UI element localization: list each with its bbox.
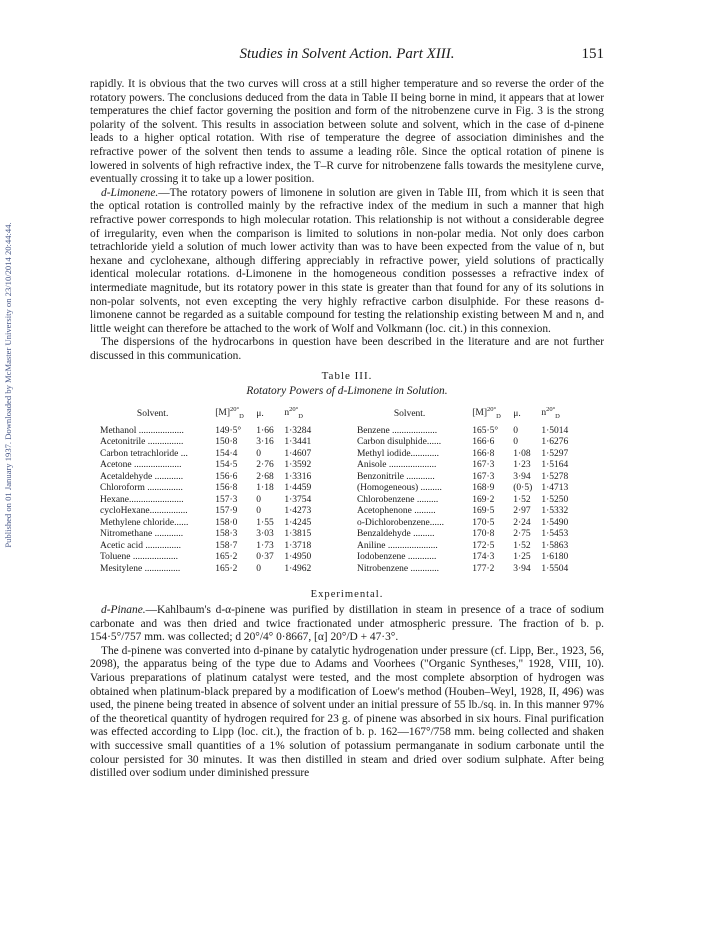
cell-right-m: 177·2 — [472, 563, 495, 574]
cell-left-n: 1·4273 — [284, 506, 312, 517]
limonene-paragraph-text: —The rotatory powers of limonene in solution are given in Table III, from which it is seen that the optical rotation is controlled mainly by the refractive index of the medium in such a manner that high refractive power corresponds to high molecular rotation. This relationship is not without a considerable degree of irregularity, even when the comparison is limited to solutions in non-polar media. Not only does carbon tetrachloride yield a solution of much lower activity than was to have been expected from the value of n, but hexane and cyclohexane, although differing appreciably in refractive power, yield solutions of practically identical molecular rotations. d-Limonene in the homogeneous condition possesses a refractive index of intermediate magnitude, but its rotatory power in this state is greater than that found for any of its solutions in non-polar solvents, not even excepting the very highly refractive carbon disulphide. For these reasons d-limonene cannot be regarded as a suitable compound for testing the relationship existing between M and n, and little weight can therefore be attached to the work of Wolf and Volkmann (loc. cit.) in this connexion. — [90, 186, 604, 335]
cell-left-mu: 0 — [256, 506, 262, 517]
table-row — [90, 541, 604, 553]
cell-right-m: 166·6 — [472, 437, 495, 448]
cell-right-solvent: Iodobenzene ............ — [356, 552, 437, 563]
cell-right-solvent: Benzaldehyde ......... — [356, 529, 435, 540]
download-notice — [2, 150, 14, 620]
cell-right-mu: 1·23 — [513, 460, 531, 471]
cell-left-mu: 0 — [256, 448, 262, 459]
cell-right-n: 1·5453 — [541, 529, 569, 540]
cell-right-mu: 1·25 — [513, 552, 531, 563]
cell-right-m: 170·5 — [472, 517, 495, 528]
pinane-run-in-head: d-Pinane. — [101, 604, 146, 617]
page-number: 151 — [581, 46, 604, 62]
cell-left-n: 1·3815 — [284, 529, 312, 540]
cell-right-m: 167·3 — [472, 471, 495, 482]
cell-right-mu: 1·08 — [513, 448, 531, 459]
col-mu-left: μ. — [256, 408, 264, 419]
table-row — [90, 483, 604, 495]
cell-left-mu: 2·68 — [256, 471, 274, 482]
cell-right-m: 166·8 — [472, 448, 495, 459]
cell-right-m: 168·9 — [472, 483, 495, 494]
cell-left-n: 1·3754 — [284, 494, 312, 505]
cell-right-n: 1·6180 — [541, 552, 569, 563]
cell-right-n: 1·5490 — [541, 517, 569, 528]
cell-right-mu: 3·94 — [513, 563, 531, 574]
paragraph-pinene-discussion: rapidly. It is obvious that the two curves will cross at a still higher temperature and so reverse the order of the rotatory powers. The conclusions deduced from the data in Table II being borne in mind, it appears that at lower temperatures the chief factor governing the position and form of the nitrobenzene curve in Fig. 3 is the strong polarity of the solvent. This results in association between solute and solvent, which in the case of d-pinene leads to a higher optical rotation. With rise of temperature the degree of association diminishes and the refractive power of the solvent then tends to assume a leading rôle. Since the optical rotation of pinene is lowered in solvents of high refractive index, the T–R curve for nitrobenzene falls towards the mesitylene curve, eventually crossing it to take up a lower position. — [90, 78, 604, 186]
cell-left-n: 1·4950 — [284, 552, 312, 563]
cell-right-mu: 2·24 — [513, 517, 531, 528]
table-row — [90, 460, 604, 472]
table-row — [90, 564, 604, 576]
paragraph-dispersions: The dispersions of the hydrocarbons in question have been described in the literature and are not further discussed in this communication. — [90, 336, 604, 362]
cell-right-mu: (0·5) — [513, 483, 533, 494]
cell-right-solvent: Aniline ..................... — [356, 540, 438, 551]
cell-left-m: 156·6 — [215, 471, 238, 482]
cell-left-solvent: Carbon tetrachloride ... — [100, 448, 188, 459]
cell-left-mu: 1·18 — [256, 483, 274, 494]
cell-right-m: 169·2 — [472, 494, 495, 505]
running-title: Studies in Solvent Action. Part XIII. — [239, 46, 455, 62]
table-row — [90, 472, 604, 484]
table-title: Table III. — [321, 370, 373, 383]
cell-left-mu: 2·76 — [256, 460, 274, 471]
cell-right-n: 1·5278 — [541, 471, 569, 482]
cell-right-n: 1·5164 — [541, 460, 569, 471]
table-body — [90, 426, 604, 576]
cell-left-solvent: Methylene chloride...... — [100, 517, 189, 528]
cell-right-m: 165·5° — [472, 425, 499, 436]
cell-left-m: 150·8 — [215, 437, 238, 448]
col-solvent-right: Solvent. — [393, 408, 426, 419]
cell-right-n: 1·5504 — [541, 563, 569, 574]
cell-right-n: 1·4713 — [541, 483, 569, 494]
cell-right-mu: 0 — [513, 437, 518, 448]
cell-right-n: 1·5297 — [541, 448, 569, 459]
paragraph-hydrogenation: The d-pinene was converted into d-pinane by catalytic hydrogenation under pressure (cf. Lipp, Ber., 1923, 56, 2098), the apparatus being of the type due to Adams and Voorhees ("Organic Syntheses," 1928, VIII, 10). Various preparations of platinum catalyst were tested, and the most complete absorption of hydrogen was obtained when platinum-black prepared by a modification of Loew's method (Houben–Weyl, 1928, II, 496) was used, the pinene being treated in absence of solvent under an initial pressure of 55 lb./sq. in. In this manner 97% of the theoretical quantity of hydrogen required for 23 g. of pinene was absorbed in six hours. Final purification was effected according to Lipp (loc. cit.), the fraction of b. p. 162—167°/758 mm. being collected and shaken with successive small quantities of a 1% solution of potassium permanganate in sodium carbonate until the colour persisted for 30 minutes. It was then distilled in steam and dried over sodium sulphate. After being distilled over sodium under diminished pressure — [90, 644, 604, 780]
cell-right-mu: 0 — [513, 425, 518, 436]
cell-right-solvent: (Homogeneous) ......... — [356, 483, 442, 494]
cell-left-mu: 1·66 — [256, 425, 274, 436]
cell-left-n: 1·4962 — [284, 563, 312, 574]
cell-right-solvent: Benzonitrile ............ — [356, 471, 435, 482]
cell-left-n: 1·3284 — [284, 425, 312, 436]
download-notice-text: Published on 01 January 1937. Downloaded by McMaster University on 23/10/2014 20:44:44. — [3, 222, 13, 548]
cell-right-n: 1·5250 — [541, 494, 569, 505]
cell-right-solvent: Nitrobenzene ............ — [356, 563, 440, 574]
cell-left-m: 165·2 — [215, 563, 238, 574]
table-row — [90, 449, 604, 461]
cell-left-m: 158·3 — [215, 529, 238, 540]
col-mu-right: μ. — [513, 408, 521, 419]
table-row — [90, 437, 604, 449]
cell-left-mu: 0 — [256, 494, 262, 505]
cell-right-solvent: o-Dichlorobenzene...... — [356, 517, 445, 528]
cell-right-solvent: Chlorobenzene ......... — [356, 494, 439, 505]
cell-left-n: 1·4607 — [284, 448, 312, 459]
cell-right-solvent: Methyl iodide............ — [356, 448, 440, 459]
cell-right-m: 170·8 — [472, 529, 495, 540]
table-header-row — [90, 404, 604, 425]
cell-right-n: 1·5863 — [541, 540, 569, 551]
cell-right-solvent: Acetophenone ......... — [356, 506, 436, 517]
cell-left-n: 1·3316 — [284, 471, 312, 482]
cell-right-m: 172·5 — [472, 540, 495, 551]
cell-left-solvent: Methanol ................... — [100, 425, 184, 436]
paragraph-pinane-prep — [90, 604, 604, 645]
cell-right-mu: 1·52 — [513, 540, 531, 551]
cell-left-m: 158·0 — [215, 517, 238, 528]
cell-left-m: 154·5 — [215, 460, 238, 471]
table-row — [90, 552, 604, 564]
cell-left-m: 158·7 — [215, 540, 238, 551]
cell-right-n: 1·5332 — [541, 506, 569, 517]
cell-right-m: 167·3 — [472, 460, 495, 471]
cell-left-solvent: cycloHexane................ — [100, 506, 188, 517]
cell-left-n: 1·3592 — [284, 460, 312, 471]
cell-left-solvent: Hexane....................... — [100, 494, 184, 505]
cell-right-mu: 1·52 — [513, 494, 531, 505]
cell-left-m: 149·5° — [215, 425, 242, 436]
cell-left-n: 1·3441 — [284, 437, 312, 448]
section-heading-experimental: Experimental. — [310, 589, 384, 601]
article-body — [90, 78, 604, 781]
cell-right-n: 1·6276 — [541, 437, 569, 448]
cell-left-m: 156·8 — [215, 483, 238, 494]
cell-left-solvent: Acetic acid ............... — [100, 540, 181, 551]
running-header — [90, 46, 604, 66]
table-row — [90, 529, 604, 541]
cell-left-solvent: Acetaldehyde ............ — [100, 471, 184, 482]
cell-left-mu: 1·73 — [256, 540, 274, 551]
table-row — [90, 426, 604, 438]
rotatory-powers-table — [90, 404, 604, 575]
pinane-paragraph-text: —Kahlbaum's d-α-pinene was purified by distillation in steam in presence of a trace of sodium carbonate and was then dried and twice fractionated under atmospheric pressure. The fraction of b. p. 154·5°/757 mm. was collected; d 20°/4° 0·8667, [α] 20°/D + 47·3°. — [90, 604, 604, 644]
cell-left-mu: 1·55 — [256, 517, 274, 528]
col-m-left: $[M]^{20^\circ}_D$ — [215, 406, 244, 421]
cell-right-mu: 2·75 — [513, 529, 531, 540]
cell-left-solvent: Acetone .................... — [100, 460, 182, 471]
cell-left-n: 1·4245 — [284, 517, 312, 528]
cell-right-n: 1·5014 — [541, 425, 569, 436]
col-n-right: $n^{20^\circ}_D$ — [541, 406, 560, 421]
cell-left-mu: 3·16 — [256, 437, 274, 448]
cell-left-solvent: Chloroform ............... — [100, 483, 183, 494]
cell-left-n: 1·4459 — [284, 483, 312, 494]
limonene-run-in-head: d-Limonene. — [101, 186, 159, 199]
cell-left-m: 157·9 — [215, 506, 238, 517]
cell-right-mu: 2·97 — [513, 506, 531, 517]
cell-left-solvent: Mesitylene ............... — [100, 563, 181, 574]
table-row — [90, 506, 604, 518]
cell-left-m: 154·4 — [215, 448, 238, 459]
cell-right-solvent: Anisole .................... — [356, 460, 437, 471]
cell-right-solvent: Carbon disulphide...... — [356, 437, 442, 448]
paragraph-limonene — [90, 187, 604, 337]
table-row — [90, 518, 604, 530]
cell-right-m: 169·5 — [472, 506, 495, 517]
cell-left-solvent: Acetonitrile ............... — [100, 437, 184, 448]
col-solvent-left: Solvent. — [136, 408, 169, 419]
col-m-right: $[M]^{20^\circ}_D$ — [472, 406, 501, 421]
cell-left-n: 1·3718 — [284, 540, 312, 551]
cell-left-solvent: Nitromethane ............ — [100, 529, 184, 540]
cell-right-solvent: Benzene ................... — [356, 425, 438, 436]
table-caption: Rotatory Powers of d-Limonene in Solution. — [246, 385, 448, 398]
cell-left-m: 157·3 — [215, 494, 238, 505]
cell-left-mu: 0·37 — [256, 552, 274, 563]
cell-right-m: 174·3 — [472, 552, 495, 563]
col-n-left: $n^{20^\circ}_D$ — [284, 406, 303, 421]
cell-left-m: 165·2 — [215, 552, 238, 563]
cell-left-mu: 3·03 — [256, 529, 274, 540]
table-row — [90, 495, 604, 507]
cell-left-mu: 0 — [256, 563, 262, 574]
cell-left-solvent: Toluene ................... — [100, 552, 178, 563]
cell-right-mu: 3·94 — [513, 471, 531, 482]
